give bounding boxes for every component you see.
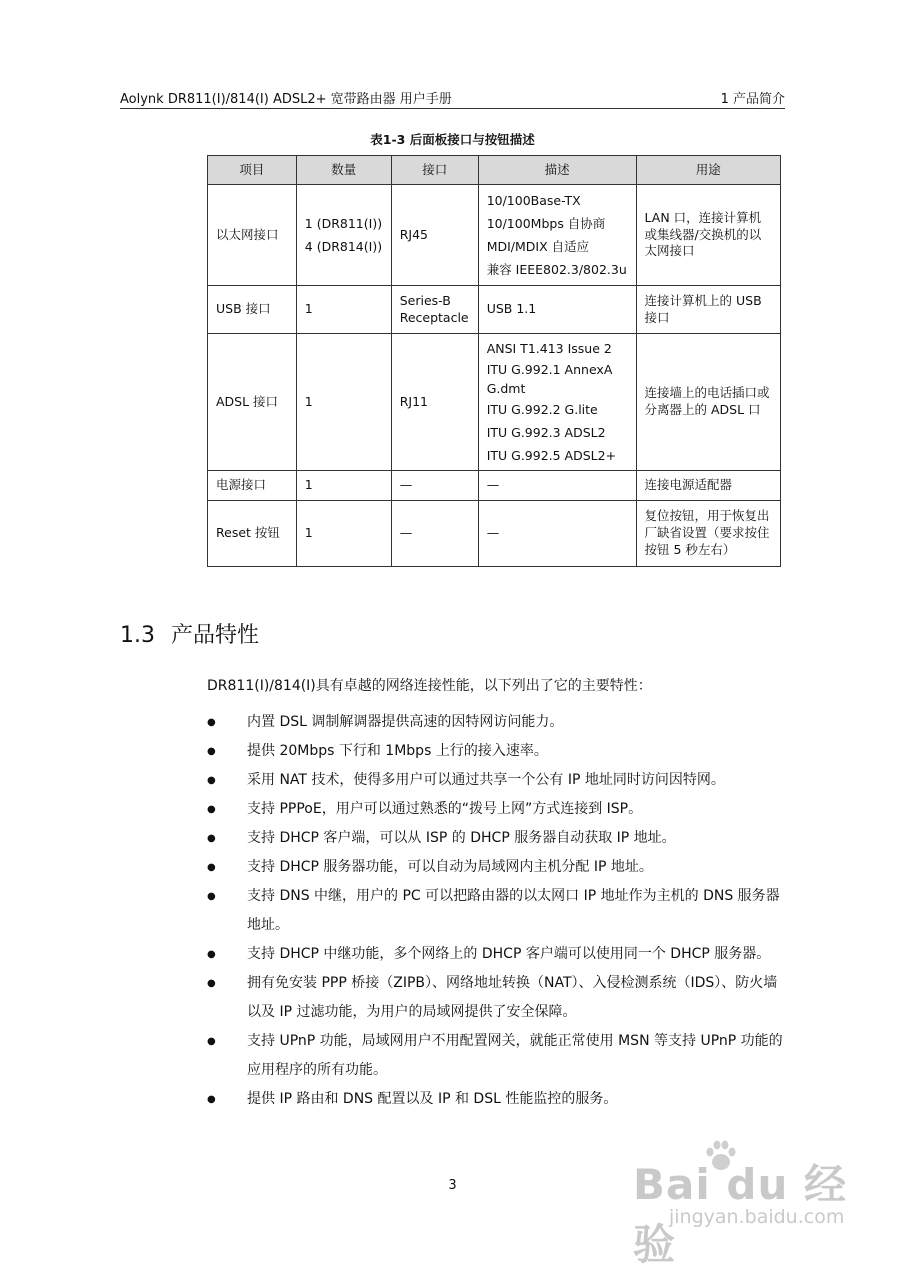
column-header: 项目 (208, 156, 297, 185)
cell-use: 连接电源适配器 (636, 471, 780, 501)
desc-line: 10/100Mbps 自协商 (486, 216, 606, 231)
cell-port: — (391, 501, 478, 567)
cell-item: 电源接口 (208, 471, 297, 501)
section-number: 1.3 (120, 623, 155, 648)
feature-text: 采用 NAT 技术，使得多用户可以通过共享一个公有 IP 地址同时访问因特网。 (247, 772, 725, 788)
desc-line: ITU G.992.2 G.lite (486, 402, 598, 417)
table-row (208, 334, 781, 471)
cell-desc: — (478, 471, 636, 501)
list-item (207, 853, 787, 882)
bullet-icon: ● (207, 1094, 216, 1105)
bullet-icon: ● (207, 1036, 216, 1047)
feature-text: 支持 DHCP 服务器功能，可以自动为局域网内主机分配 IP 地址。 (247, 859, 653, 875)
list-item (207, 969, 787, 1027)
bullet-icon: ● (207, 949, 216, 960)
table-row (208, 501, 781, 567)
baidu-watermark (633, 1152, 863, 1269)
cell-port: RJ11 (391, 334, 478, 471)
desc-line: MDI/MDIX 自适应 (486, 239, 590, 254)
qty-line: 4 (DR814(I)) (304, 239, 383, 254)
list-item (207, 708, 787, 737)
cell-qty: 1 (296, 471, 391, 501)
feature-text: 拥有免安装 PPP 桥接（ZIPB）、网络地址转换（NAT）、入侵检测系统（IDS）、防火墙以及 IP 过滤功能，为用户的局域网提供了安全保障。 (247, 975, 778, 1020)
watermark-url: jingyan.baidu.com (669, 1206, 845, 1228)
cell-port: — (391, 471, 478, 501)
section-title: 产品特性 (171, 623, 260, 648)
column-header: 数量 (296, 156, 391, 185)
bullet-icon: ● (207, 833, 216, 844)
bullet-icon: ● (207, 862, 216, 873)
header-title: Aolynk DR811(I)/814(I) ADSL2+ 宽带路由器 用户手册 (120, 92, 452, 107)
feature-text: 支持 DHCP 客户端，可以从 ISP 的 DHCP 服务器自动获取 IP 地址。 (247, 830, 676, 846)
desc-line: ANSI T1.413 Issue 2 (486, 341, 612, 356)
cell-item: Reset 按钮 (208, 501, 297, 567)
table-row (208, 286, 781, 334)
feature-text: 提供 IP 路由和 DNS 配置以及 IP 和 DSL 性能监控的服务。 (247, 1091, 618, 1107)
bullet-icon: ● (207, 978, 216, 989)
column-header: 接口 (391, 156, 478, 185)
bullet-icon: ● (207, 746, 216, 757)
table-row (208, 471, 781, 501)
table-row (208, 185, 781, 286)
page-header (120, 86, 785, 109)
feature-text: 支持 PPPoE，用户可以通过熟悉的“拨号上网”方式连接到 ISP。 (247, 801, 643, 817)
desc-line: ITU G.992.1 AnnexA G.dmt (486, 362, 613, 396)
cell-qty (296, 185, 391, 286)
watermark-logo: Bai du 经验 (633, 1160, 847, 1269)
page-number: 3 (448, 1178, 457, 1193)
cell-qty: 1 (296, 501, 391, 567)
cell-desc: USB 1.1 (478, 286, 636, 334)
feature-text: 提供 20Mbps 下行和 1Mbps 上行的接入速率。 (247, 743, 548, 759)
qty-line: 1 (DR811(I)) (304, 216, 383, 231)
desc-line: 兼容 IEEE802.3/802.3u (486, 262, 627, 277)
cell-use: LAN 口，连接计算机或集线器/交换机的以太网接口 (636, 185, 780, 286)
cell-qty: 1 (296, 286, 391, 334)
bullet-icon: ● (207, 775, 216, 786)
header-chapter: 1 产品简介 (720, 92, 785, 107)
cell-use: 连接计算机上的 USB 接口 (636, 286, 780, 334)
table-caption: 表1-3 后面板接口与按钮描述 (370, 132, 535, 147)
desc-line: ITU G.992.3 ADSL2 (486, 425, 606, 440)
section-heading (120, 618, 259, 649)
cell-desc: — (478, 501, 636, 567)
cell-use: 连接墙上的电话插口或分离器上的 ADSL 口 (636, 334, 780, 471)
column-header: 用途 (636, 156, 780, 185)
interface-table (207, 155, 781, 567)
section-intro: DR811(I)/814(I)具有卓越的网络连接性能，以下列出了它的主要特性： (207, 678, 652, 694)
list-item (207, 882, 787, 940)
cell-desc (478, 334, 636, 471)
table-header-row (208, 156, 781, 185)
list-item (207, 824, 787, 853)
cell-item: USB 接口 (208, 286, 297, 334)
feature-list (207, 708, 787, 1114)
list-item (207, 795, 787, 824)
feature-text: 支持 DHCP 中继功能，多个网络上的 DHCP 客户端可以使用同一个 DHCP 服务器。 (247, 946, 771, 962)
list-item (207, 940, 787, 969)
cell-port: Series-B Receptacle (391, 286, 478, 334)
feature-text: 支持 UPnP 功能，局域网用户不用配置网关，就能正常使用 MSN 等支持 UPnP 功能的应用程序的所有功能。 (247, 1033, 783, 1078)
list-item (207, 766, 787, 795)
feature-text: 支持 DNS 中继，用户的 PC 可以把路由器的以太网口 IP 地址作为主机的 DNS 服务器地址。 (247, 888, 780, 933)
cell-port: RJ45 (391, 185, 478, 286)
desc-line: 10/100Base-TX (486, 193, 581, 208)
column-header: 描述 (478, 156, 636, 185)
list-item (207, 1027, 787, 1085)
cell-qty: 1 (296, 334, 391, 471)
desc-line: ITU G.992.5 ADSL2+ (486, 448, 617, 463)
cell-desc (478, 185, 636, 286)
cell-use: 复位按钮，用于恢复出厂缺省设置（要求按住按钮 5 秒左右） (636, 501, 780, 567)
list-item (207, 737, 787, 766)
bullet-icon: ● (207, 804, 216, 815)
bullet-icon: ● (207, 891, 216, 902)
feature-text: 内置 DSL 调制解调器提供高速的因特网访问能力。 (247, 714, 564, 730)
list-item (207, 1085, 787, 1114)
cell-item: 以太网接口 (208, 185, 297, 286)
bullet-icon: ● (207, 717, 216, 728)
cell-item: ADSL 接口 (208, 334, 297, 471)
